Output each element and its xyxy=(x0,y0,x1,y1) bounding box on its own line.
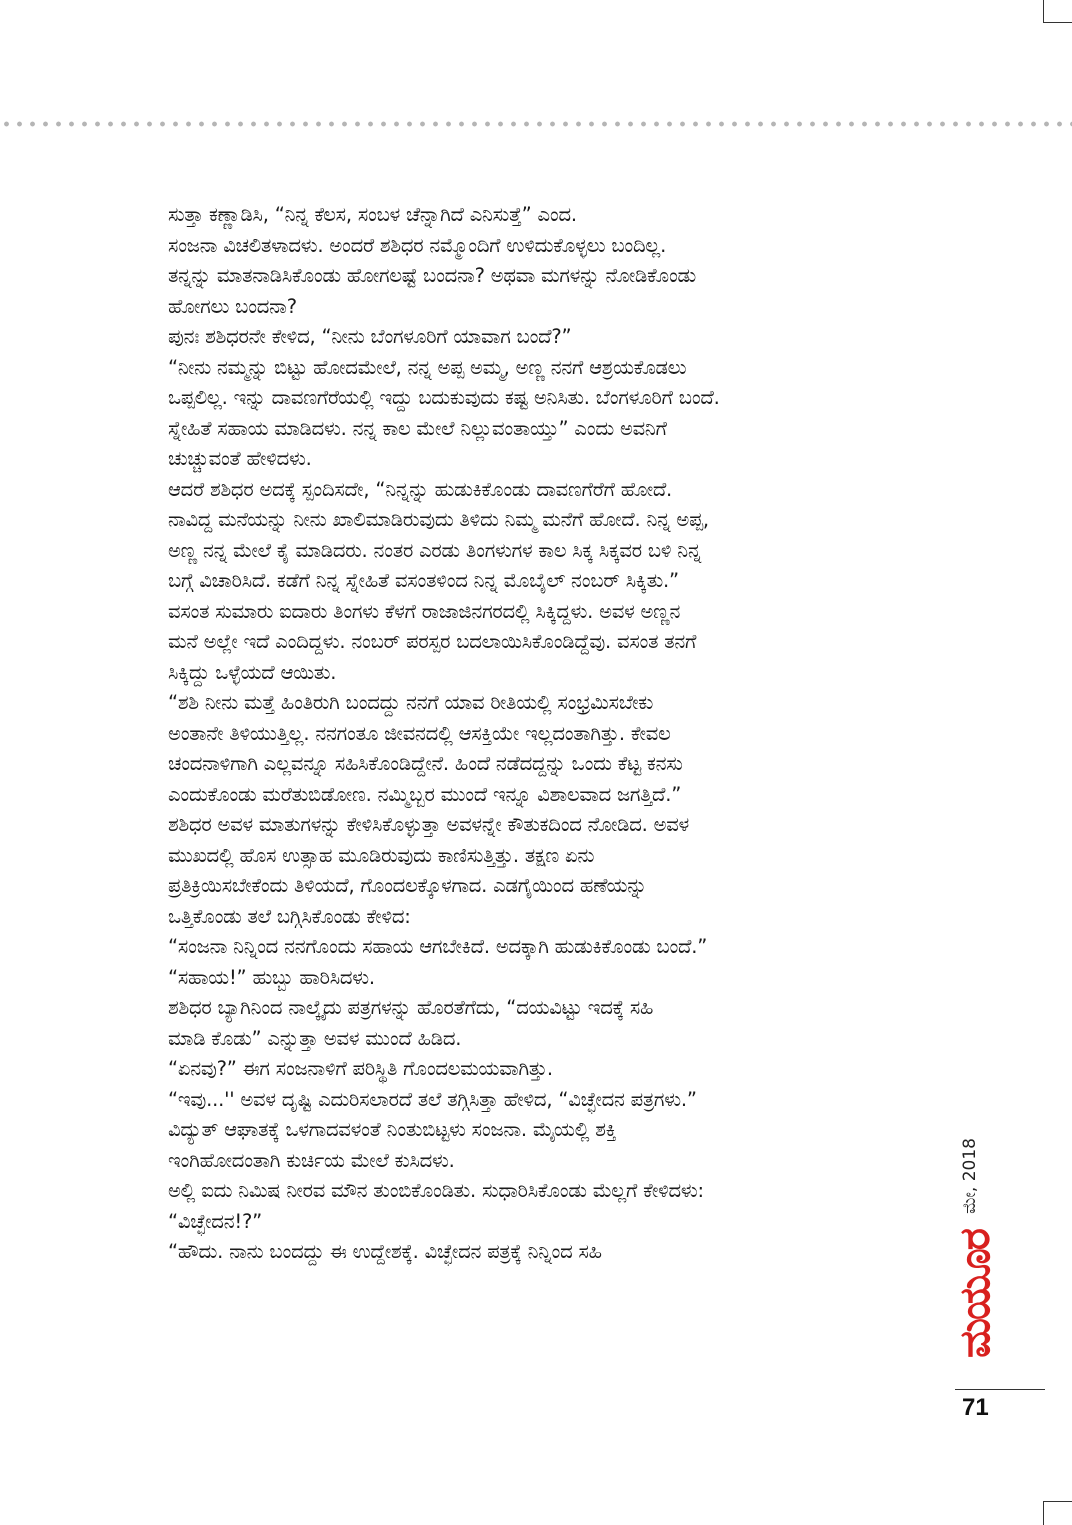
text-line: “ಇವು...'' ಅವಳ ದೃಷ್ಟಿ ಎದುರಿಸಲಾರದೆ ತಲೆ ತಗ್ಗಿಸಿತ್ತಾ ಹೇಳಿದ, “ವಿಚ್ಛೇದನ ಪತ್ರಗಳು.” xyxy=(168,1087,697,1111)
text-line: ಪ್ರತಿಕ್ರಿಯಿಸಬೇಕೆಂದು ತಿಳಿಯದೆ, ಗೊಂದಲಕ್ಕೊಳಗಾದ. ಎಡಗೈಯಿಂದ ಹಣೆಯನ್ನು xyxy=(168,874,647,897)
text-line: ತನ್ನನ್ನು ಮಾತನಾಡಿಸಿಕೊಂಡು ಹೋಗಲಷ್ಟೆ ಬಂದನಾ? ಅಥವಾ ಮಗಳನ್ನು ನೋಡಿಕೊಂಡು xyxy=(168,264,696,287)
text-line: ಇಂಗಿಹೋದಂತಾಗಿ ಕುರ್ಚಿಯ ಮೇಲೆ ಕುಸಿದಳು. xyxy=(168,1148,455,1172)
text-line: ಎಂದುಕೊಂಡು ಮರೆತುಬಿಡೋಣ. ನಮ್ಮಿಬ್ಬರ ಮುಂದೆ ಇನ್ನೂ ವಿಶಾಲವಾದ ಜಗತ್ತಿದೆ.” xyxy=(168,782,682,806)
text-line: “ಏನವು?” ಈಗ ಸಂಜನಾಳಿಗೆ ಪರಿಸ್ಥಿತಿ ಗೊಂದಲಮಯವಾಗಿತ್ತು. xyxy=(168,1057,553,1080)
text-line: ಬಗ್ಗೆ ವಿಚಾರಿಸಿದೆ. ಕಡೆಗೆ ನಿನ್ನ ಸ್ನೇಹಿತೆ ವಸಂತಳಿಂದ ನಿನ್ನ ಮೊಬೈಲ್ ನಂಬರ್ ಸಿಕ್ಕಿತು.” xyxy=(168,569,679,592)
story-text xyxy=(168,200,913,1268)
text-line: “ನೀನು ನಮ್ಮನ್ನು ಬಿಟ್ಟು ಹೋದಮೇಲೆ, ನನ್ನ ಅಪ್ಪ ಅಮ್ಮ, ಅಣ್ಣ ನನಗೆ ಆಶ್ರಯಕೊಡಲು xyxy=(168,355,687,379)
text-line: ಅಣ್ಣ ನನ್ನ ಮೇಲೆ ಕೈ ಮಾಡಿದರು. ನಂತರ ಎರಡು ತಿಂಗಳುಗಳ ಕಾಲ ಸಿಕ್ಕ ಸಿಕ್ಕವರ ಬಳಿ ನಿನ್ನ xyxy=(168,538,702,562)
text-line: ಒಪ್ಪಲಿಲ್ಲ. ಇನ್ನು ದಾವಣಗೆರೆಯಲ್ಲಿ ಇದ್ದು ಬದುಕುವುದು ಕಷ್ಟ ಅನಿಸಿತು. ಬೆಂಗಳೂರಿಗೆ ಬಂದೆ. xyxy=(168,386,720,409)
dotted-separator xyxy=(0,120,1072,128)
text-line: ಮುಖದಲ್ಲಿ ಹೊಸ ಉತ್ಸಾಹ ಮೂಡಿರುವುದು ಕಾಣಿಸುತ್ತಿತ್ತು. ತಕ್ಷಣ ಏನು xyxy=(168,843,595,867)
text-line: ಸಂಜನಾ ವಿಚಲಿತಳಾದಳು. ಅಂದರೆ ಶಶಿಧರ ನಮ್ಮೊಂದಿಗೆ ಉಳಿದುಕೊಳ್ಳಲು ಬಂದಿಲ್ಲ. xyxy=(168,233,667,257)
crop-mark-bottom-right-horizontal xyxy=(1043,1501,1072,1502)
text-line: ವಿದ್ಯುತ್ ಆಘಾತಕ್ಕೆ ಒಳಗಾದವಳಂತೆ ನಿಂತುಬಿಟ್ಟಳು ಸಂಜನಾ. ಮೈಯಲ್ಲಿ ಶಕ್ತಿ xyxy=(168,1118,617,1141)
text-line: ಮನೆ ಅಲ್ಲೇ ಇದೆ ಎಂದಿದ್ದಳು. ನಂಬರ್ ಪರಸ್ಪರ ಬದಲಾಯಿಸಿಕೊಂಡಿದ್ದೆವು. ವಸಂತ ತನಗೆ xyxy=(168,630,697,653)
magazine-logo: ಮಯೂರ xyxy=(950,1230,999,1358)
text-line: ಚಂದನಾಳಿಗಾಗಿ ಎಲ್ಲವನ್ನೂ ಸಹಿಸಿಕೊಂಡಿದ್ದೇನೆ. ಹಿಂದೆ ನಡೆದದ್ದನ್ನು ಒಂದು ಕೆಟ್ಟ ಕನಸು xyxy=(168,752,683,775)
text-line: ಶಶಿಧರ ಬ್ಯಾಗಿನಿಂದ ನಾಲ್ಕೈದು ಪತ್ರಗಳನ್ನು ಹೊರತೆಗೆದು, “ದಯವಿಟ್ಟು ಇದಕ್ಕೆ ಸಹಿ xyxy=(168,996,654,1019)
text-line: ಸುತ್ತಾ ಕಣ್ಣಾಡಿಸಿ, “ನಿನ್ನ ಕೆಲಸ, ಸಂಬಳ ಚೆನ್ನಾಗಿದೆ ಎನಿಸುತ್ತೆ” ಎಂದ. xyxy=(168,203,577,226)
text-line: ಒತ್ತಿಕೊಂಡು ತಲೆ ಬಗ್ಗಿಸಿಕೊಂಡು ಕೇಳಿದ: xyxy=(168,904,411,928)
text-line: ಮಾಡಿ ಕೊಡು” ಎನ್ನುತ್ತಾ ಅವಳ ಮುಂದೆ ಹಿಡಿದ. xyxy=(168,1026,462,1050)
crop-mark-bottom-right-vertical xyxy=(1043,1501,1044,1525)
text-line: ನಾವಿದ್ದ ಮನೆಯನ್ನು ನೀನು ಖಾಲಿಮಾಡಿರುವುದು ತಿಳಿದು ನಿಮ್ಮ ಮನೆಗೆ ಹೋದೆ. ನಿನ್ನ ಅಪ್ಪ, xyxy=(168,508,709,531)
text-line: ಸ್ನೇಹಿತೆ ಸಹಾಯ ಮಾಡಿದಳು. ನನ್ನ ಕಾಲ ಮೇಲೆ ನಿಲ್ಲುವಂತಾಯ್ತು” ಎಂದು ಅವನಿಗೆ xyxy=(168,416,667,440)
text-line: “ಹೌದು. ನಾನು ಬಂದದ್ದು ಈ ಉದ್ದೇಶಕ್ಕೆ. ವಿಚ್ಛೇದನ ಪತ್ರಕ್ಕೆ ನಿನ್ನಿಂದ ಸಹಿ xyxy=(168,1240,602,1263)
text-line: ಪುನಃ ಶಶಿಧರನೇ ಕೇಳಿದ, “ನೀನು ಬೆಂಗಳೂರಿಗೆ ಯಾವಾಗ ಬಂದೆ?” xyxy=(168,325,572,348)
text-line: ಹೋಗಲು ಬಂದನಾ? xyxy=(168,294,297,318)
crop-mark-top-right-vertical xyxy=(1043,0,1044,22)
text-line: ಶಶಿಧರ ಅವಳ ಮಾತುಗಳನ್ನು ಕೇಳಿಸಿಕೊಳ್ಳುತ್ತಾ ಅವಳನ್ನೇ ಕೌತುಕದಿಂದ ನೋಡಿದ. ಅವಳ xyxy=(168,813,689,836)
text-line: “ಸಂಜನಾ ನಿನ್ನಿಂದ ನನಗೊಂದು ಸಹಾಯ ಆಗಬೇಕಿದೆ. ಅದಕ್ಕಾಗಿ ಹುಡುಕಿಕೊಂಡು ಬಂದೆ.” xyxy=(168,935,708,958)
text-line: ಅಲ್ಲಿ ಐದು ನಿಮಿಷ ನೀರವ ಮೌನ ತುಂಬಿಕೊಂಡಿತು. ಸುಧಾರಿಸಿಕೊಂಡು ಮೆಲ್ಲಗೆ ಕೇಳಿದಳು: xyxy=(168,1179,704,1202)
text-line: “ಶಶಿ ನೀನು ಮತ್ತೆ ಹಿಂತಿರುಗಿ ಬಂದದ್ದು ನನಗೆ ಯಾವ ರೀತಿಯಲ್ಲಿ ಸಂಭ್ರಮಿಸಬೇಕು xyxy=(168,691,654,714)
text-line: “ಸಹಾಯ!” ಹುಬ್ಬು ಹಾರಿಸಿದಳು. xyxy=(168,965,375,989)
page-number-rule xyxy=(955,1389,1045,1390)
issue-date: ಮೇ, 2018 xyxy=(960,1138,980,1214)
text-line: ಅಂತಾನೇ ತಿಳಿಯುತ್ತಿಲ್ಲ. ನನಗಂತೂ ಜೀವನದಲ್ಲಿ ಆಸಕ್ತಿಯೇ ಇಲ್ಲದಂತಾಗಿತ್ತು. ಕೇವಲ xyxy=(168,721,671,745)
page-number: 71 xyxy=(962,1394,989,1421)
text-line: ವಸಂತ ಸುಮಾರು ಐದಾರು ತಿಂಗಳು ಕೆಳಗೆ ರಾಜಾಜಿನಗರದಲ್ಲಿ ಸಿಕ್ಕಿದ್ದಳು. ಅವಳ ಅಣ್ಣನ xyxy=(168,599,681,623)
text-line: ಆದರೆ ಶಶಿಧರ ಅದಕ್ಕೆ ಸ್ಪಂದಿಸದೇ, “ನಿನ್ನನ್ನು ಹುಡುಕಿಕೊಂಡು ದಾವಣಗೆರೆಗೆ ಹೋದೆ. xyxy=(168,477,673,501)
text-line: “ವಿಚ್ಛೇದನ!?” xyxy=(168,1209,263,1233)
text-line: ಚುಚ್ಚುವಂತೆ ಹೇಳಿದಳು. xyxy=(168,447,312,470)
crop-mark-top-right-horizontal xyxy=(1043,22,1072,23)
text-line: ಸಿಕ್ಕಿದ್ದು ಒಳ್ಳೆಯದೆ ಆಯಿತು. xyxy=(168,660,337,684)
